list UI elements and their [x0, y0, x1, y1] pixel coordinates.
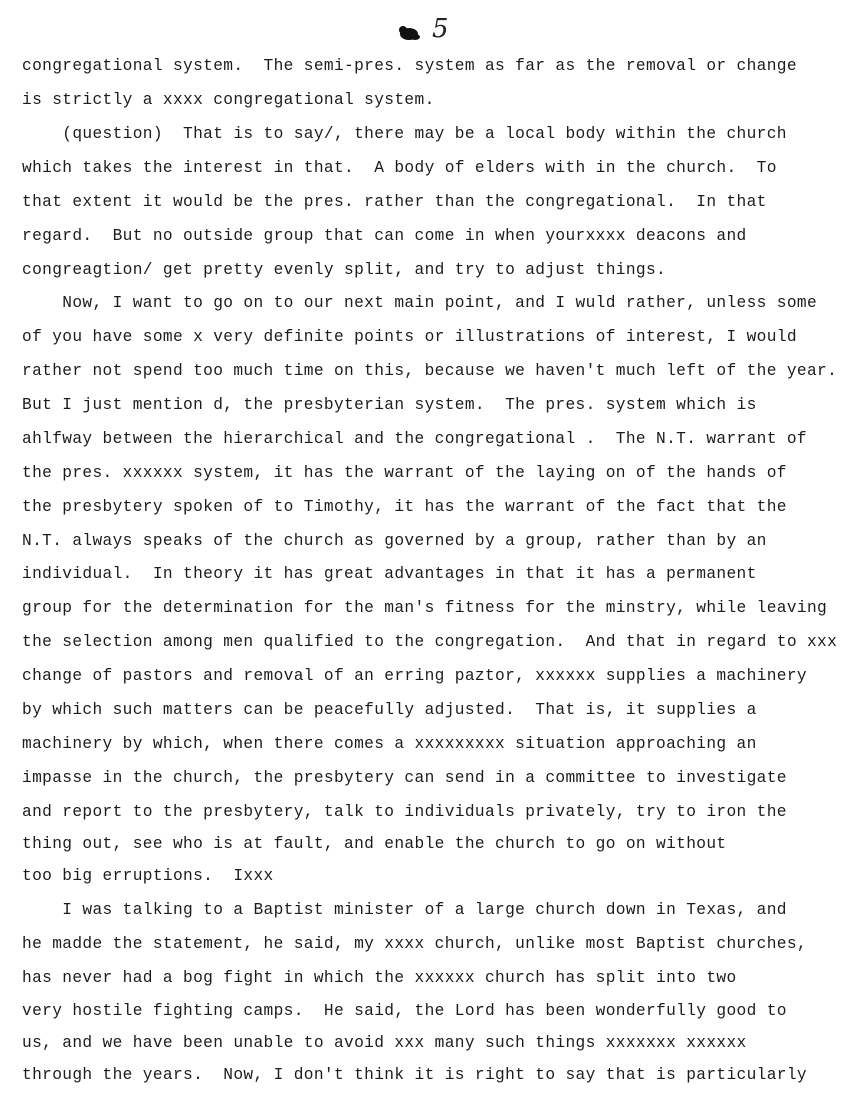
text-line-12: ahlfway between the hierarchical and the congregational . The N.T. warrant of	[22, 430, 807, 448]
text-line-26: I was talking to a Baptist minister of a large church down in Texas, and	[22, 901, 787, 919]
text-line-13: the pres. xxxxxx system, it has the warrant of the laying on of the hands of	[22, 464, 787, 482]
text-line-5: that extent it would be the pres. rather than the congregational. In that	[22, 193, 767, 211]
page-number: 5	[432, 14, 449, 44]
text-line-6: regard. But no outside group that can come in when yourxxxx deacons and	[22, 227, 747, 245]
text-line-21: machinery by which, when there comes a xxxxxxxxx situation approaching an	[22, 735, 757, 753]
text-line-29: very hostile fighting camps. He said, the Lord has been wonderfully good to	[22, 1002, 787, 1020]
text-line-27: he madde the statement, he said, my xxxx church, unlike most Baptist churches,	[22, 935, 807, 953]
text-line-20: by which such matters can be peacefully adjusted. That is, it supplies a	[22, 701, 757, 719]
text-line-2: is strictly a xxxx congregational system.	[22, 91, 435, 109]
text-line-24: thing out, see who is at fault, and enable the church to go on without	[22, 835, 727, 853]
text-line-10: rather not spend too much time on this, because we haven't much left of the year.	[22, 362, 838, 380]
text-line-19: change of pastors and removal of an erring paztor, xxxxxx supplies a machinery	[22, 667, 807, 685]
text-line-15: N.T. always speaks of the church as governed by a group, rather than by an	[22, 532, 767, 550]
text-line-22: impasse in the church, the presbytery can send in a committee to investigate	[22, 769, 787, 787]
text-line-4: which takes the interest in that. A body of elders with in the church. To	[22, 159, 777, 177]
text-line-11: But I just mention d, the presbyterian system. The pres. system which is	[22, 396, 757, 414]
text-line-9: of you have some x very definite points or illustrations of interest, I would	[22, 328, 797, 346]
text-line-1: congregational system. The semi-pres. system as far as the removal or change	[22, 57, 797, 75]
text-line-14: the presbytery spoken of to Timothy, it has the warrant of the fact that the	[22, 498, 787, 516]
text-line-17: group for the determination for the man's fitness for the minstry, while leaving	[22, 599, 828, 617]
text-line-28: has never had a bog fight in which the xxxxxx church has split into two	[22, 969, 737, 987]
text-line-18: the selection among men qualified to the congregation. And that in regard to xxx	[22, 633, 838, 651]
text-line-3: (question) That is to say/, there may be a local body within the church	[22, 125, 787, 143]
ink-blot-mark	[396, 18, 466, 52]
text-line-25: too big erruptions. Ixxx	[22, 867, 274, 885]
text-line-7: congreagtion/ get pretty evenly split, and try to adjust things.	[22, 261, 667, 279]
text-line-8: Now, I want to go on to our next main point, and I wuld rather, unless some	[22, 294, 818, 312]
text-line-16: individual. In theory it has great advantages in that it has a permanent	[22, 565, 757, 583]
text-line-23: and report to the presbytery, talk to individuals privately, try to iron the	[22, 803, 787, 821]
text-line-30: us, and we have been unable to avoid xxx many such things xxxxxxx xxxxxx	[22, 1034, 747, 1052]
text-line-31: through the years. Now, I don't think it is right to say that is particularly	[22, 1066, 807, 1084]
